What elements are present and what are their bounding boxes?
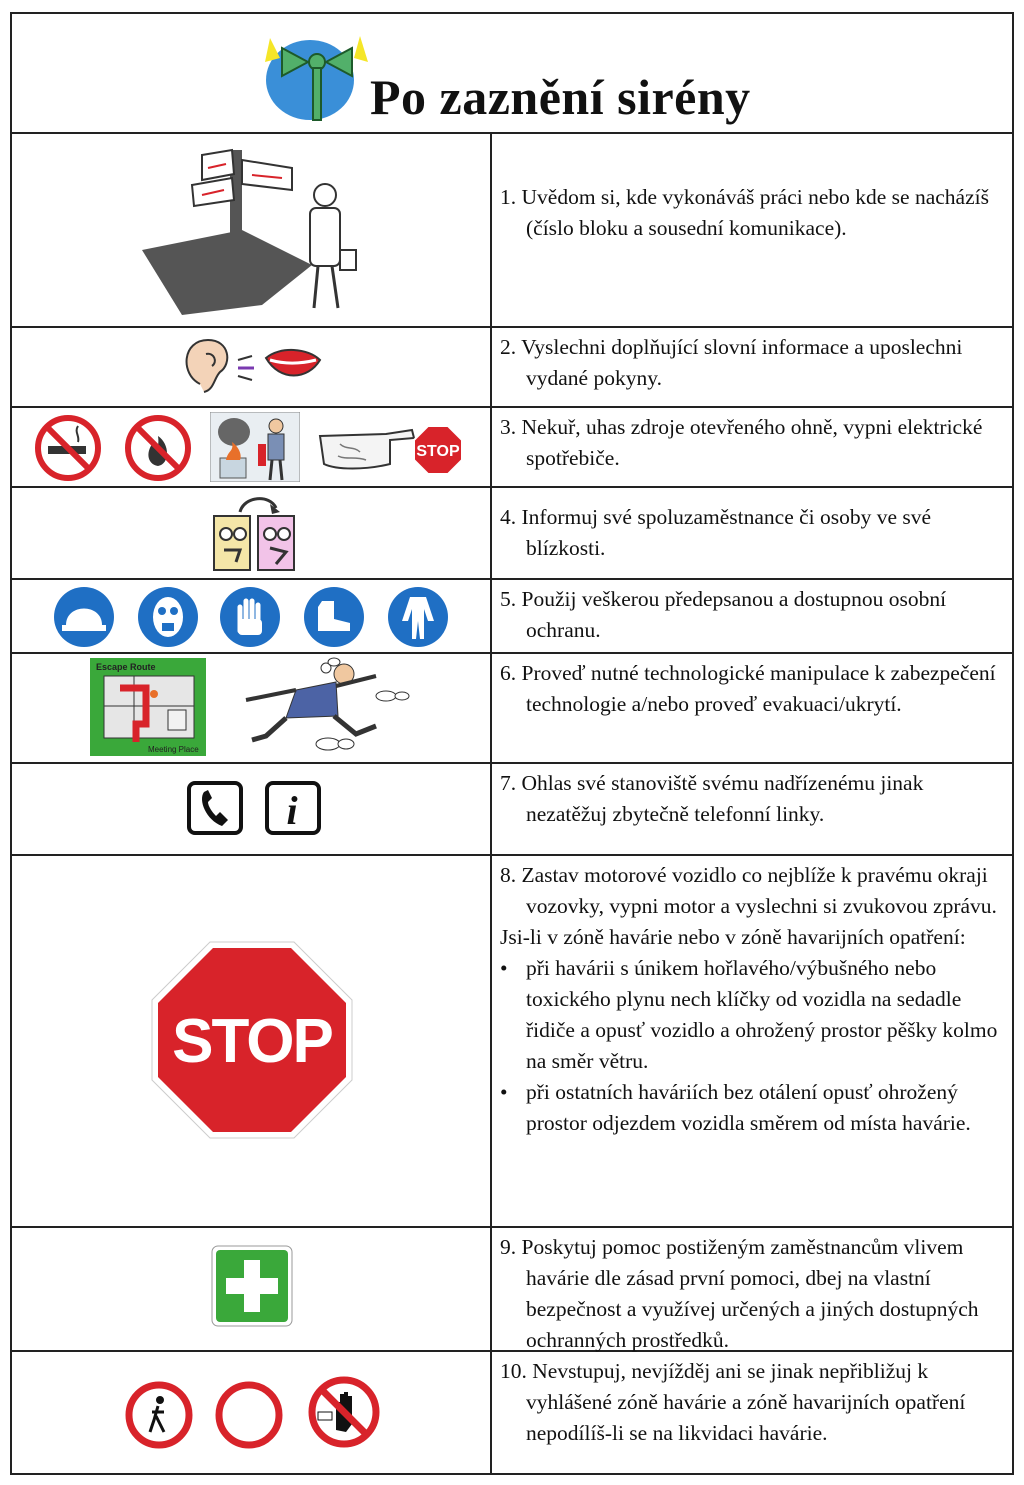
evacuation-map-icon	[90, 658, 206, 756]
siren-icon	[260, 28, 370, 126]
step-6-text: 6. Proveď nutné technologické manipulace k zabezpečení technologie a/nebo proveď evakuaci/ukrytí.	[500, 661, 996, 716]
step-9-text: 9. Poskytuj pomoc postiženým zaměstnancům vlivem havárie dle zásad první pomoci, dbej na vlastní bezpečnost a využívej určených a jiných dostupných ochranných prostředků.	[500, 1235, 979, 1352]
no-touching-icon	[306, 1374, 382, 1450]
inform-people-icon	[210, 492, 302, 576]
step-8-bullet-1: • při havárii s únikem hořlavého/výbušného nebo toxického plynu nech klíčky od vozidla na sedadle řidiče a opusť vozidlo a ohrožený prostor pěšky kolmo na směr větru.	[500, 953, 1006, 1077]
step-1-text: 1. Uvědom si, kde vykonáváš práci nebo kde se nacházíš (číslo bloku a sousední komunikace).	[500, 185, 989, 240]
step-10-icons	[12, 1352, 492, 1475]
step-4-icons	[12, 488, 492, 578]
step-8-icons	[12, 856, 492, 1226]
step-row-6	[12, 654, 1012, 764]
safety-boots-icon	[302, 585, 366, 649]
protective-suit-icon	[386, 585, 450, 649]
stop-sign-icon	[150, 940, 354, 1140]
running-man-icon	[226, 656, 416, 758]
no-pedestrians-icon	[124, 1380, 194, 1450]
step-5-text: 5. Použij veškerou předepsanou a dostupnou osobní ochranu.	[500, 587, 947, 642]
step-1-icons	[12, 134, 492, 326]
title-bar	[12, 14, 1012, 134]
step-6-icons	[12, 654, 492, 762]
step-row-9	[12, 1228, 1012, 1352]
stop-small-label: STOP	[416, 443, 460, 460]
step-8-bullet-2: • při ostatních haváriích bez otálení opusť ohrožený prostor odjezdem vozidla směrem od místa havárie.	[500, 1077, 1006, 1139]
info-icon	[264, 780, 322, 836]
step-row-7	[12, 764, 1012, 856]
extinguish-fire-icon	[210, 412, 300, 482]
helmet-icon	[52, 585, 116, 649]
page-title: Po zaznění sirény	[370, 69, 751, 125]
step-row-2	[12, 328, 1012, 408]
step-3-text: 3. Nekuř, uhas zdroje otevřeného ohně, vypni elektrické spotřebiče.	[500, 415, 983, 470]
info-letter: i	[286, 788, 298, 833]
step-8-text: 8. Zastav motorové vozidlo co nejblíže k pravému okraji vozovky, vypni motor a vyslechni si zvukovou zprávu. Jsi-li v zóně havárie nebo v zóně havarijních opatření: • při havárii s únikem hořlavého/výbušného nebo toxického plynu nech klíčky od vozidla na sedadle řidiče a opusť vozidlo a ohrožený prostor pěšky kolmo na směr větru. • při ostatních haváriích bez otálení opusť ohrožený prostor odjezdem vozidla směrem od místa havárie.	[500, 860, 1006, 1139]
no-entry-icon	[214, 1380, 284, 1450]
step-row-3	[12, 408, 1012, 488]
map-label-top: Escape Route	[96, 662, 156, 672]
step-row-10	[12, 1352, 1012, 1475]
step-4-text: 4. Informuj své spoluzaměstnance či osoby ve své blízkosti.	[500, 505, 932, 560]
step-row-5	[12, 580, 1012, 654]
respirator-icon	[136, 585, 200, 649]
no-smoking-icon	[34, 414, 102, 482]
pointing-hand-stop-icon	[316, 420, 476, 476]
step-row-4	[12, 488, 1012, 580]
step-row-8	[12, 856, 1012, 1228]
step-3-icons	[12, 408, 492, 486]
step-5-icons	[12, 580, 492, 652]
phone-icon	[186, 780, 244, 836]
step-9-icons	[12, 1228, 492, 1350]
confused-man-signpost-icon	[142, 140, 372, 320]
evacuation-instructions-sheet	[10, 12, 1014, 1475]
step-2-text: 2. Vyslechni doplňující slovní informace a uposlechni vydané pokyny.	[500, 335, 963, 390]
step-8-subheading: Jsi-li v zóně havárie nebo v zóně havarijních opatření:	[500, 925, 966, 949]
first-aid-icon	[210, 1244, 294, 1328]
step-7-text: 7. Ohlas své stanoviště svému nadřízenému jinak nezatěžuj zbytečně telefonní linky.	[500, 771, 924, 826]
step-10-text: 10. Nevstupuj, nevjížděj ani se jinak nepřibližuj k vyhlášené zóně havárie a zóně havarijních opatření nepodílíš-li se na likvidaci havárie.	[500, 1359, 966, 1445]
step-7-icons	[12, 764, 492, 854]
ear-mouth-icon	[180, 334, 330, 400]
step-2-icons	[12, 328, 492, 406]
gloves-icon	[218, 585, 282, 649]
step-row-1	[12, 134, 1012, 328]
stop-big-label: STOP	[172, 1007, 332, 1076]
no-open-flame-icon	[124, 414, 192, 482]
map-label-bottom: Meeting Place	[148, 745, 199, 754]
